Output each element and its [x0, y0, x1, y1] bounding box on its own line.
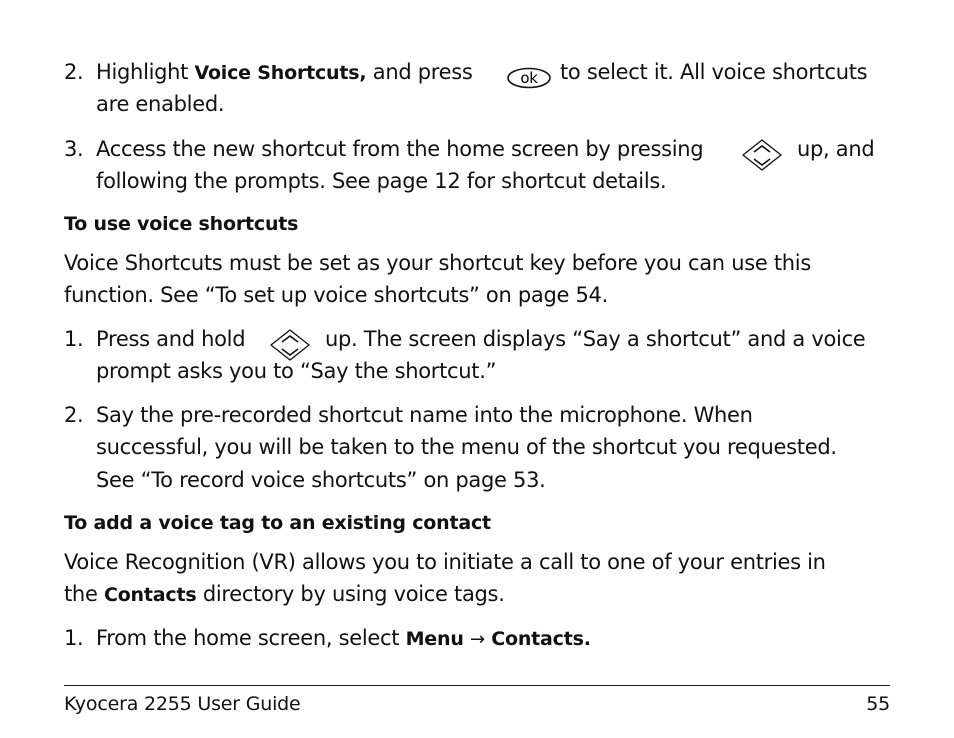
step-text-pre: From the home screen, select	[96, 626, 406, 650]
ok-key-label: ok	[520, 69, 538, 87]
step-text-mid: and press	[366, 60, 473, 84]
paragraph-line: Voice Recognition (VR) allows you to initiate a call to one of your entries in	[64, 550, 826, 574]
paragraph-pre: the	[64, 582, 104, 606]
ok-key-icon	[506, 67, 552, 89]
step-text: Say the pre-recorded shortcut name into the microphone. When	[96, 403, 753, 427]
step-text-line2: prompt asks you to “Say the shortcut.”	[96, 359, 497, 383]
step-text	[96, 626, 591, 652]
voice-shortcuts-label: Voice Shortcuts,	[194, 62, 367, 84]
step-text: Access the new shortcut from the home screen by pressing	[96, 137, 704, 161]
page-number: 55	[866, 693, 890, 715]
step-text-post: up, and	[797, 137, 875, 161]
step-number: 3.	[64, 137, 84, 161]
step-text: Press and hold	[96, 327, 246, 351]
paragraph-line: function. See “To set up voice shortcuts” on page 54.	[64, 283, 608, 307]
step-text-post: to select it. All voice shortcuts	[560, 60, 868, 84]
step-text-line2: following the prompts. See page 12 for shortcut details.	[96, 169, 667, 193]
step-number: 2.	[64, 403, 84, 427]
paragraph-line	[64, 582, 505, 607]
step-text-line2: are enabled.	[96, 92, 225, 116]
contacts-menu-label: Contacts.	[491, 628, 591, 650]
arrow-icon: →	[470, 629, 485, 650]
step-text-line2: successful, you will be taken to the menu of the shortcut you requested.	[96, 435, 837, 459]
navigation-key-icon	[739, 137, 785, 173]
step-number: 2.	[64, 60, 84, 84]
step-text-line3: See “To record voice shortcuts” on page 53.	[96, 468, 546, 492]
section-heading: To use voice shortcuts	[64, 213, 299, 235]
contacts-label: Contacts	[103, 584, 197, 606]
footer-title: Kyocera 2255 User Guide	[64, 693, 301, 715]
step-number: 1.	[64, 327, 84, 351]
step-text-pre: Highlight	[96, 60, 195, 84]
step-number: 1.	[64, 626, 84, 650]
section-heading: To add a voice tag to an existing contact	[64, 512, 491, 534]
paragraph-line: Voice Shortcuts must be set as your shortcut key before you can use this	[64, 251, 811, 275]
navigation-key-icon	[267, 327, 313, 363]
step-text-post: up. The screen displays “Say a shortcut” and a voice	[325, 327, 866, 351]
footer-rule	[64, 685, 890, 686]
menu-label: Menu	[405, 628, 464, 650]
paragraph-post: directory by using voice tags.	[196, 582, 505, 606]
step-text	[96, 60, 473, 85]
